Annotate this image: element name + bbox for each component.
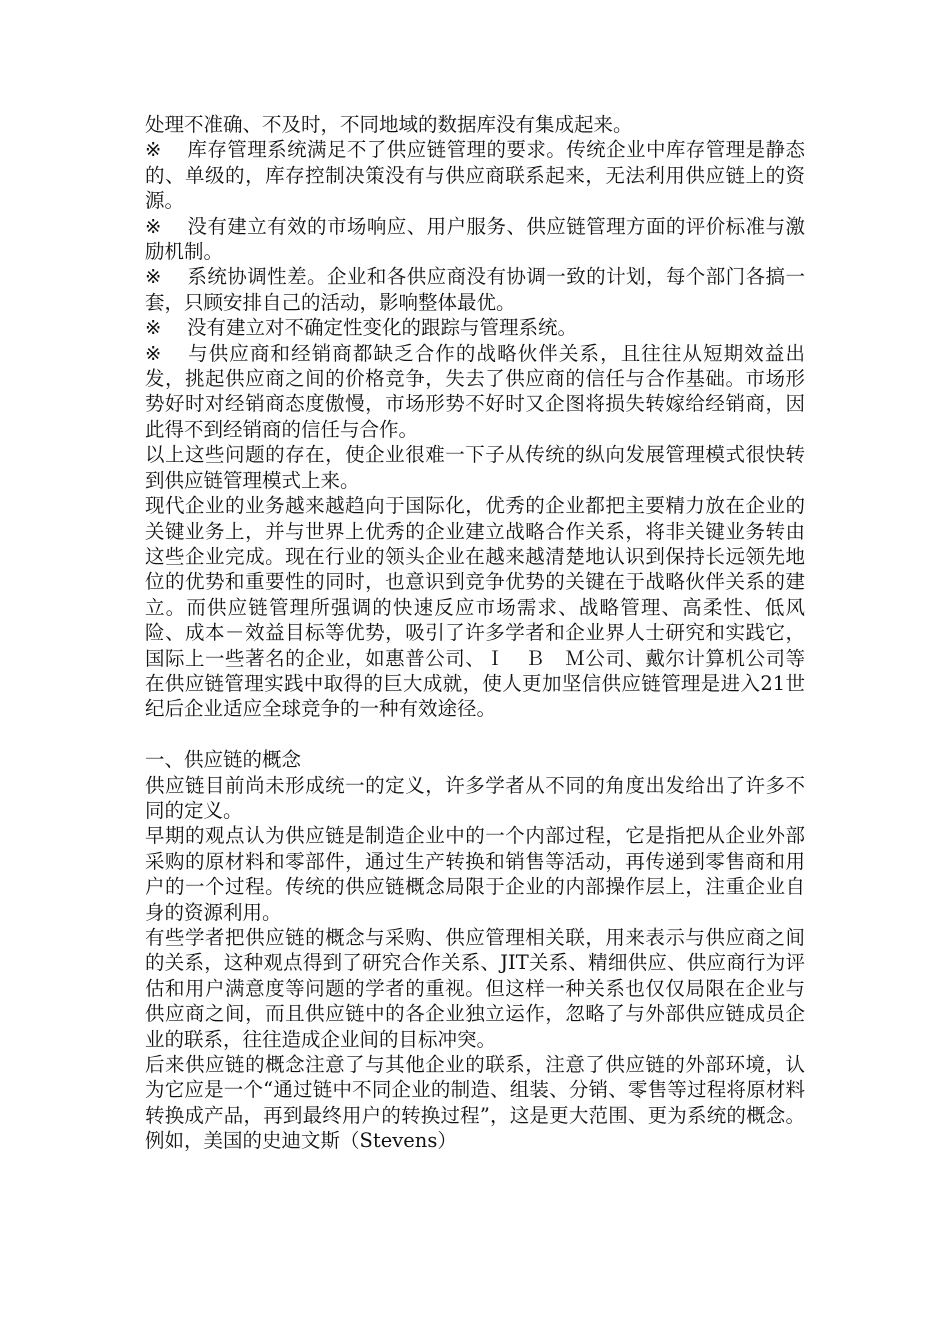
modern-enterprise-paragraph: 现代企业的业务越来越趋向于国际化，优秀的企业都把主要精力放在企业的关键业务上，并与世界上优秀的企业建立战略合作关系，将非关键业务转由这些企业完成。现在行业的领头企业在越来越清楚地认识到保持长远领先地位的优势和重要性的同时，也意识到竞争优势的关键在于战略伙伴关系的建立。而供应链管理所强调的快速反应市场需求、战略管理、高柔性、低风险、成本－效益目标等优势，吸引了许多学者和企业界人士研究和实践它，国际上一些著名的企业，如惠普公司、Ｉ Ｂ Ｍ公司、戴尔计算机公司等在供应链管理实践中取得的巨大成就，使人更加坚信供应链管理是进入21世纪后企业适应全球竞争的一种有效途径。 — [145, 494, 805, 721]
bullet-item-3 — [145, 264, 805, 315]
bullet-marker: ※ — [145, 316, 162, 340]
scholars-view-paragraph: 有些学者把供应链的概念与采购、供应管理相关联，用来表示与供应商之间的关系，这种观点得到了研究合作关系、JIT关系、精细供应、供应商行为评估和用户满意度等问题的学者的重视。但这样一种关系也仅仅局限在企业与供应商之间，而且供应链中的各企业独立运作，忽略了与外部供应链成员企业的联系，往往造成企业间的目标冲突。 — [145, 925, 805, 1051]
bullet-text: 库存管理系统满足不了供应链管理的要求。传统企业中库存管理是静态的、单级的，库存控制决策没有与供应商联系起来，无法利用供应链上的资源。 — [145, 138, 805, 213]
summary-paragraph: 以上这些问题的存在，使企业很难一下子从传统的纵向发展管理模式很快转到供应链管理模式上来。 — [145, 443, 805, 492]
bullet-marker: ※ — [145, 341, 162, 365]
document-page — [145, 112, 805, 1154]
bullet-item-4 — [145, 315, 805, 340]
bullet-text: 没有建立有效的市场响应、用户服务、供应链管理方面的评价标准与激励机制。 — [145, 214, 805, 264]
early-view-paragraph: 早期的观点认为供应链是制造企业中的一个内部过程，它是指把从企业外部采购的原材料和零部件，通过生产转换和销售等活动，再传递到零售商和用户的一个过程。传统的供应链概念局限于企业的内部操作层上，注重企业自身的资源利用。 — [145, 824, 805, 924]
bullet-text: 没有建立对不确定性变化的跟踪与管理系统。 — [187, 316, 578, 340]
definition-paragraph: 供应链目前尚未形成统一的定义，许多学者从不同的角度出发给出了许多不同的定义。 — [145, 773, 805, 822]
bullet-text: 系统协调性差。企业和各供应商没有协调一致的计划，每个部门各搞一套，只顾安排自己的活动，影响整体最优。 — [145, 265, 805, 314]
blank-line — [145, 722, 805, 747]
bullet-marker: ※ — [145, 138, 162, 162]
bullet-item-2 — [145, 214, 805, 265]
bullet-text: 与供应商和经销商都缺乏合作的战略伙伴关系，且往往从短期效益出发，挑起供应商之间的价格竞争，失去了供应商的信任与合作基础。市场形势好时对经销商态度傲慢，市场形势不好时又企图将损失转嫁给经销商，因此得不到经销商的信任与合作。 — [145, 341, 805, 441]
bullet-marker: ※ — [145, 214, 162, 238]
bullet-item-5 — [145, 341, 805, 443]
later-view-paragraph: 后来供应链的概念注意了与其他企业的联系，注意了供应链的外部环境，认为它应是一个“通过链中不同企业的制造、组装、分销、零售等过程将原材料转换成产品，再到最终用户的转换过程”，这是更大范围、更为系统的概念。例如，美国的史迪文斯（Stevens） — [145, 1053, 805, 1153]
intro-fragment: 处理不准确、不及时，不同地域的数据库没有集成起来。 — [145, 113, 633, 136]
bullet-marker: ※ — [145, 265, 162, 289]
bullet-item-1 — [145, 137, 805, 213]
section-heading: 一、供应链的概念 — [145, 748, 302, 772]
